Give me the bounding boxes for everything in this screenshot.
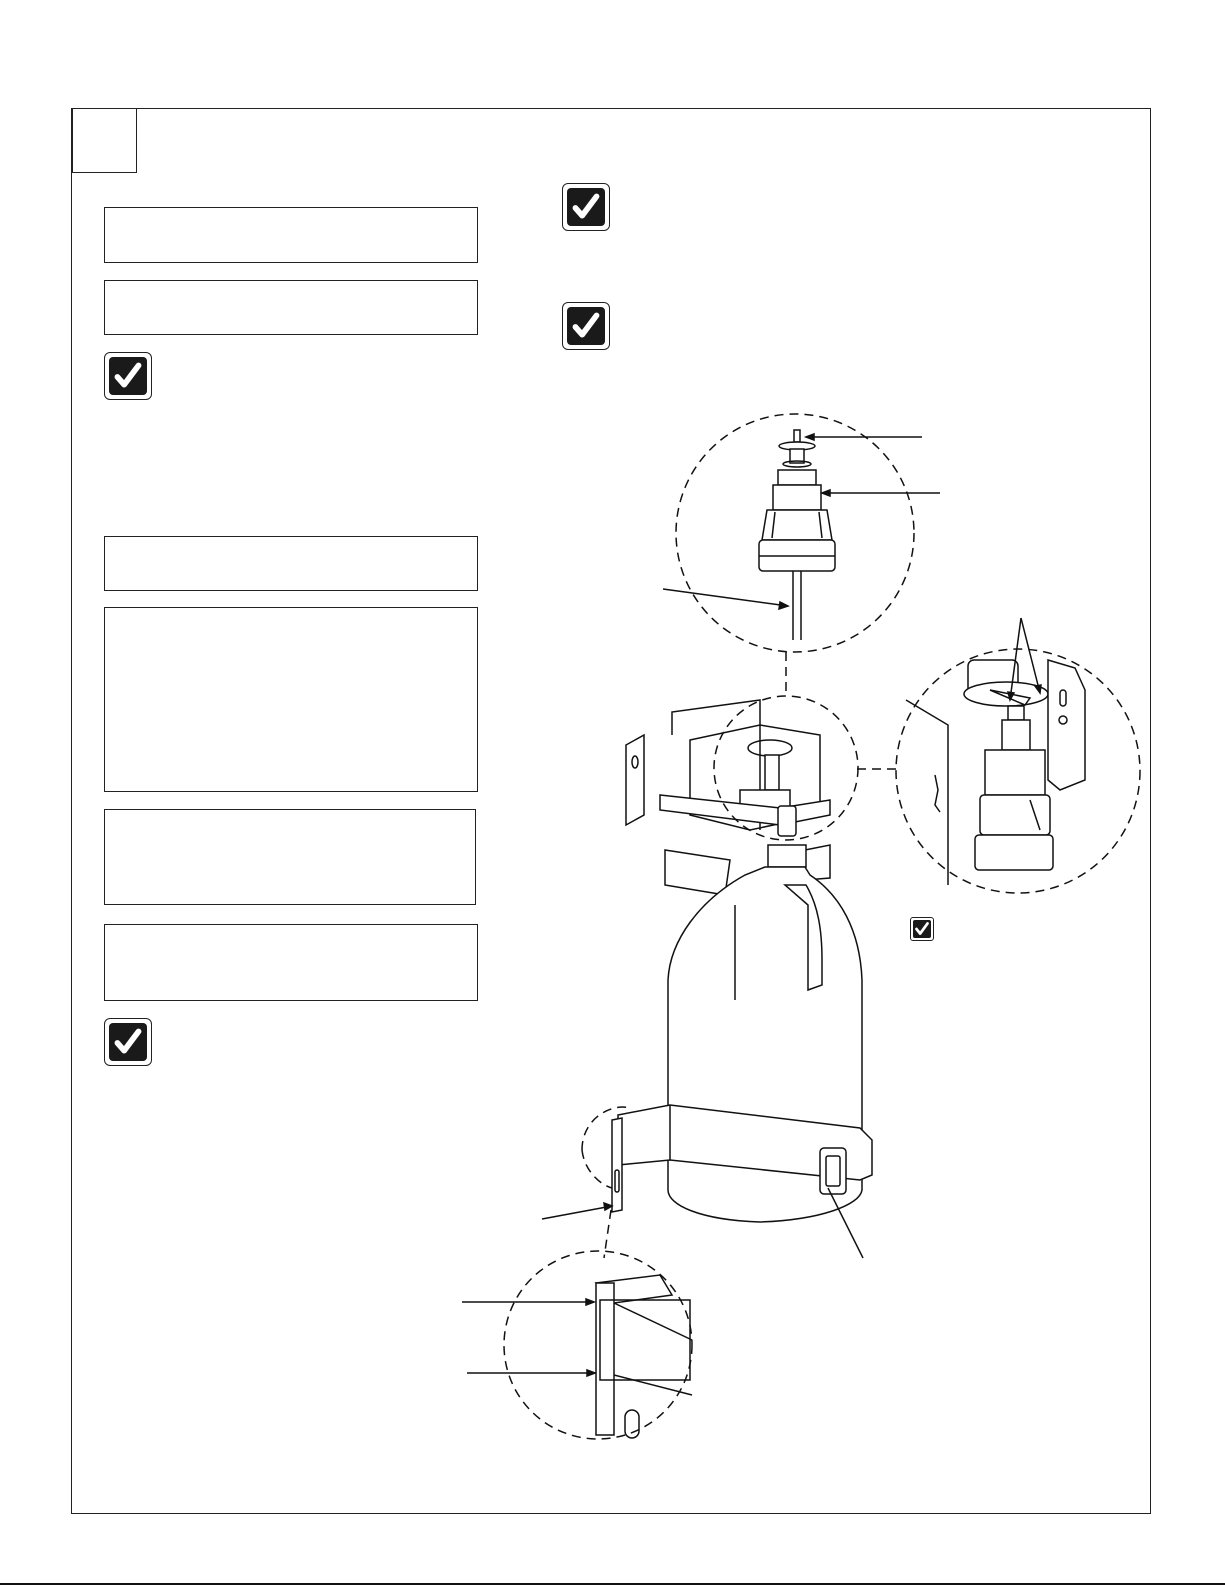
valve-detail-circle (663, 414, 940, 652)
latch-detail-circle (896, 618, 1140, 893)
bracket-detail-circle (462, 1251, 692, 1439)
dispenser-assembly (542, 696, 872, 1258)
